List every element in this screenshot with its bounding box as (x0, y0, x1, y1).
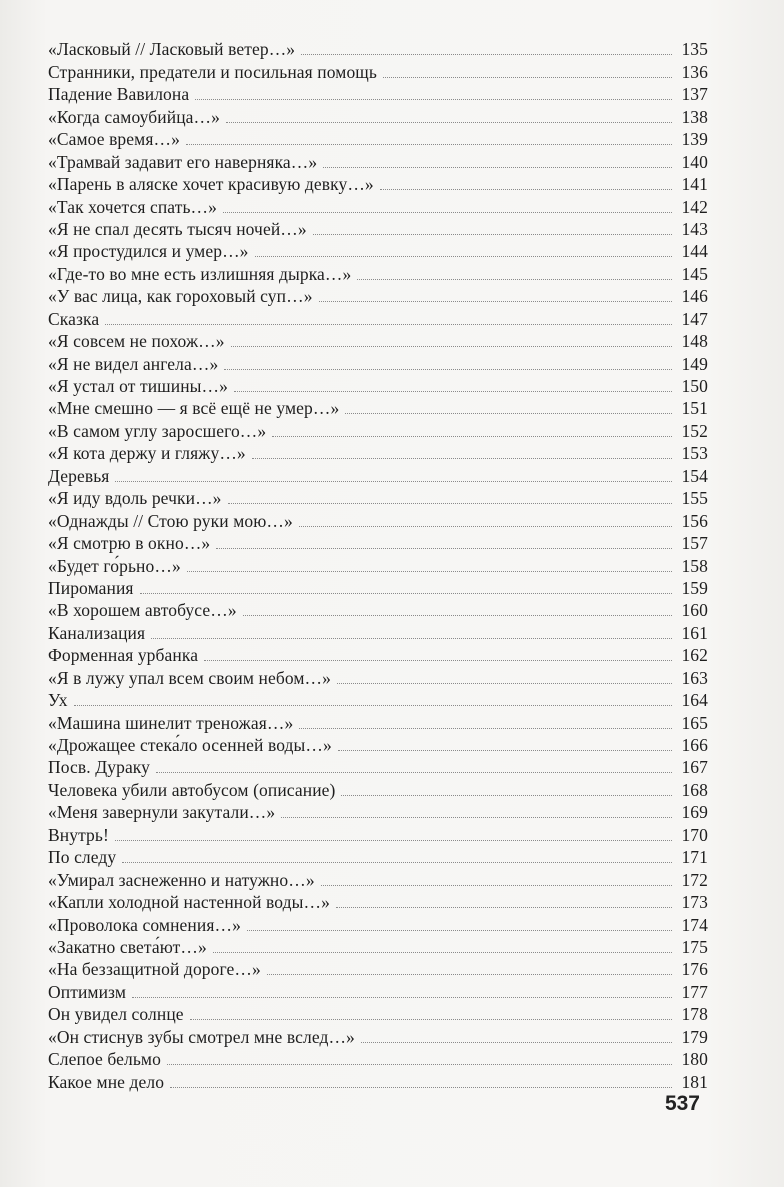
toc-entry-page: 172 (681, 869, 708, 890)
toc-entry-title: Канализация (48, 622, 146, 643)
toc-entry-title: «Где-то во мне есть излишняя дырка…» (48, 263, 352, 284)
toc-entry (48, 576, 708, 598)
toc-entry-title: Слепое бельмо (48, 1049, 161, 1070)
toc-leader-dots (223, 211, 672, 213)
toc-entry (48, 553, 708, 575)
toc-leader-dots (243, 614, 672, 616)
toc-entry-page: 174 (681, 914, 708, 935)
toc-entry-page: 176 (681, 959, 708, 980)
toc-leader-dots (272, 435, 672, 437)
toc-entry (48, 374, 708, 396)
toc-entry-page: 139 (681, 129, 708, 150)
toc-entry-page: 135 (681, 39, 708, 60)
toc-entry-title: «Когда самоубийца…» (48, 106, 220, 127)
toc-entry (48, 82, 708, 104)
toc-entry-title: «Я простудился и умер…» (48, 241, 249, 262)
toc-entry-title: Странники, предатели и посильная помощь (48, 61, 377, 82)
toc-entry-page: 159 (681, 577, 708, 598)
toc-entry-title: Деревья (48, 465, 110, 486)
toc-entry-title: «Умирал заснеженно и натужно…» (48, 869, 315, 890)
toc-entry-page: 164 (681, 690, 708, 711)
toc-entry (48, 755, 708, 777)
toc-entry-title: «Однажды // Стою руки мою…» (48, 510, 293, 531)
toc-entry-title: «Будет го́рьно…» (48, 555, 181, 576)
toc-leader-dots (213, 951, 672, 953)
toc-entry-page: 148 (681, 331, 708, 352)
toc-entry-title: Какое мне дело (48, 1071, 165, 1092)
toc-leader-dots (338, 749, 672, 751)
toc-leader-dots (319, 300, 672, 302)
toc-entry (48, 239, 708, 261)
toc-leader-dots (299, 525, 672, 527)
toc-entry-page: 142 (681, 196, 708, 217)
toc-entry-title: «Я совсем не похож…» (48, 331, 225, 352)
toc-entry (48, 643, 708, 665)
toc-entry-page: 167 (681, 757, 708, 778)
toc-leader-dots (74, 704, 672, 706)
toc-leader-dots (170, 1086, 672, 1088)
toc-entry-page: 158 (681, 555, 708, 576)
toc-entry-title: «Я не спал десять тысяч ночей…» (48, 218, 307, 239)
toc-leader-dots (301, 53, 672, 55)
toc-entry (48, 935, 708, 957)
toc-leader-dots (337, 682, 672, 684)
page-number: 537 (664, 1092, 700, 1115)
toc-entry-title: «Так хочется спать…» (48, 196, 217, 217)
toc-entry-title: «Ласковый // Ласковый ветер…» (48, 39, 296, 60)
toc-entry-page: 155 (681, 488, 708, 509)
toc-entry (48, 912, 708, 934)
toc-entry (48, 127, 708, 149)
toc-entry (48, 261, 708, 283)
toc-entry-title: Посв. Дураку (48, 757, 151, 778)
toc-entry-title: Ух (48, 690, 68, 711)
toc-entry-title: «Парень в аляске хочет красивую девку…» (48, 174, 374, 195)
toc-entry-page: 157 (681, 533, 708, 554)
toc-entry (48, 710, 708, 732)
toc-entry (48, 598, 708, 620)
toc-entry-page: 160 (681, 600, 708, 621)
toc-entry (48, 1024, 708, 1046)
toc-entry-page: 169 (681, 802, 708, 823)
toc-entry (48, 194, 708, 216)
toc-leader-dots (255, 255, 672, 257)
toc-leader-dots (216, 547, 672, 549)
toc-entry-page: 165 (681, 712, 708, 733)
toc-entry-title: По следу (48, 847, 117, 868)
toc-entry-title: «Дрожащее стека́ло осенней воды…» (48, 735, 332, 755)
toc-leader-dots (345, 412, 672, 414)
toc-entry-title: «Самое время…» (48, 129, 180, 150)
toc-entry (48, 104, 708, 126)
toc-entry-title: Человека убили автобусом (описание) (48, 779, 336, 800)
toc-leader-dots (115, 480, 672, 482)
toc-entry-title: «Я смотрю в окно…» (48, 533, 211, 554)
toc-entry (48, 957, 708, 979)
toc-entry-page: 162 (681, 645, 708, 666)
toc-entry (48, 688, 708, 710)
toc-entry-page: 177 (681, 981, 708, 1002)
toc-entry (48, 284, 708, 306)
toc-entry-page: 170 (681, 824, 708, 845)
toc-entry-page: 175 (681, 936, 708, 957)
toc-entry-page: 171 (681, 847, 708, 868)
toc-leader-dots (186, 143, 672, 145)
toc-entry (48, 1002, 708, 1024)
toc-entry-title: «Меня завернули закутали…» (48, 802, 276, 823)
toc-entry (48, 508, 708, 530)
toc-entry (48, 59, 708, 81)
toc-leader-dots (299, 727, 672, 729)
toc-entry-page: 141 (681, 174, 708, 195)
toc-leader-dots (228, 502, 672, 504)
toc-entry-page: 161 (681, 622, 708, 643)
toc-leader-dots (224, 368, 672, 370)
toc-entry-page: 179 (681, 1026, 708, 1047)
toc-entry-page: 144 (681, 241, 708, 262)
toc-entry (48, 441, 708, 463)
toc-entry (48, 306, 708, 328)
toc-leader-dots (167, 1063, 672, 1065)
toc-entry-page: 146 (681, 286, 708, 307)
toc-leader-dots (281, 816, 672, 818)
toc-entry (48, 463, 708, 485)
toc-entry-page: 180 (681, 1049, 708, 1070)
toc-leader-dots (234, 390, 672, 392)
toc-entry (48, 486, 708, 508)
toc-entry (48, 777, 708, 799)
toc-leader-dots (226, 121, 672, 123)
toc-leader-dots (231, 345, 672, 347)
toc-leader-dots (357, 278, 672, 280)
toc-entry-page: 178 (681, 1004, 708, 1025)
toc-entry (48, 531, 708, 553)
toc-entry-title: «Мне смешно — я всё ещё не умер…» (48, 398, 340, 419)
toc-entry-page: 149 (681, 353, 708, 374)
toc-entry-title: Пиромания (48, 577, 134, 598)
toc-entry (48, 867, 708, 889)
toc-entry (48, 822, 708, 844)
toc-entry-page: 166 (681, 735, 708, 755)
toc-entry-title: «Я устал от тишины…» (48, 376, 228, 396)
toc-entry (48, 37, 708, 59)
toc-entry (48, 890, 708, 912)
toc-leader-dots (122, 861, 672, 863)
toc-leader-dots (190, 1018, 672, 1020)
toc-leader-dots (336, 906, 672, 908)
toc-entry (48, 620, 708, 642)
toc-entry-page: 156 (681, 510, 708, 531)
toc-entry-title: «В самом углу заросшего…» (48, 420, 267, 441)
toc-entry-title: Оптимизм (48, 981, 126, 1002)
toc-entry-page: 136 (681, 61, 708, 82)
toc-leader-dots (323, 166, 672, 168)
toc-entry (48, 396, 708, 418)
toc-entry (48, 979, 708, 1001)
toc-leader-dots (115, 839, 672, 841)
toc-leader-dots (140, 592, 672, 594)
toc-entry-title: «Он стиснув зубы смотрел мне вслед…» (48, 1026, 355, 1047)
toc-entry-title: «В хорошем автобусе…» (48, 600, 237, 621)
toc-entry (48, 1069, 708, 1091)
toc-entry-title: «Я кота держу и гляжу…» (48, 443, 246, 464)
toc-leader-dots (195, 98, 672, 100)
toc-entry-page: 168 (681, 779, 708, 800)
toc-entry-page: 140 (681, 151, 708, 172)
toc-entry-title: «Я иду вдоль речки…» (48, 488, 222, 509)
toc-entry-title: «Машина шинелит треножая…» (48, 712, 294, 733)
toc-entry-page: 153 (681, 443, 708, 464)
toc-leader-dots (156, 771, 672, 773)
toc-entry-page: 143 (681, 218, 708, 239)
toc-entry (48, 172, 708, 194)
toc-entry-title: «Проволока сомнения…» (48, 914, 241, 935)
toc-entry-title: «Капли холодной настенной воды…» (48, 892, 330, 913)
toc-leader-dots (252, 457, 672, 459)
toc-entry (48, 351, 708, 373)
toc-leader-dots (313, 233, 672, 235)
toc-entry-page: 138 (681, 106, 708, 127)
toc-entry-title: «Трамвай задавит его наверняка…» (48, 151, 318, 172)
toc-entry-title: «Закатно света́ют…» (48, 936, 207, 957)
toc-entry (48, 800, 708, 822)
toc-entry (48, 418, 708, 440)
toc-entry-page: 137 (681, 84, 708, 105)
toc-entry (48, 845, 708, 867)
toc-entry-title: «На беззащитной дороге…» (48, 959, 261, 980)
toc-entry-title: «Я не видел ангела…» (48, 353, 219, 374)
toc-entry (48, 329, 708, 351)
toc-leader-dots (341, 794, 672, 796)
toc-entry-page: 151 (681, 398, 708, 419)
toc-entry-page: 147 (681, 308, 708, 329)
toc-entry (48, 733, 708, 755)
toc-entry-title: Внутрь! (48, 824, 109, 845)
toc-entry-page: 163 (681, 667, 708, 688)
toc-entry (48, 217, 708, 239)
toc-leader-dots (151, 637, 672, 639)
toc-leader-dots (380, 188, 672, 190)
toc-entry-title: Сказка (48, 308, 100, 329)
toc-entry-title: «У вас лица, как гороховый суп…» (48, 286, 313, 307)
toc-leader-dots (383, 76, 672, 78)
toc-entry-page: 181 (681, 1071, 708, 1092)
toc-leader-dots (361, 1041, 672, 1043)
toc-entry-page: 173 (681, 892, 708, 913)
toc-leader-dots (105, 323, 672, 325)
toc-entry (48, 665, 708, 687)
toc-entry-title: Форменная урбанка (48, 645, 199, 666)
toc-leader-dots (247, 929, 672, 931)
toc-entry (48, 1047, 708, 1069)
toc-entry-title: «Я в лужу упал всем своим небом…» (48, 667, 331, 688)
toc-leader-dots (132, 996, 672, 998)
table-of-contents (48, 37, 708, 1092)
toc-leader-dots (187, 570, 672, 572)
toc-entry (48, 149, 708, 171)
toc-leader-dots (321, 884, 672, 886)
toc-entry-page: 145 (681, 263, 708, 284)
toc-leader-dots (204, 659, 672, 661)
toc-entry-page: 154 (681, 465, 708, 486)
toc-leader-dots (267, 973, 672, 975)
toc-entry-title: Падение Вавилона (48, 84, 190, 105)
toc-entry-page: 150 (681, 376, 708, 396)
toc-entry-page: 152 (681, 420, 708, 441)
toc-entry-title: Он увидел солнце (48, 1004, 184, 1025)
